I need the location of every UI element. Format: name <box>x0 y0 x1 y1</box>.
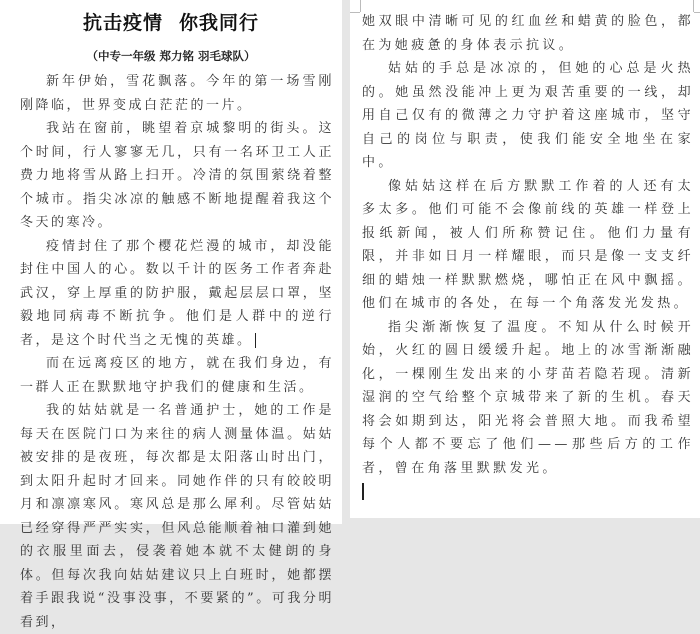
paragraph: 而在远离疫区的地方，就在我们身边，有一群人正在默默地守护我们的健康和生活。 <box>20 356 334 395</box>
margin-corner-mark <box>350 12 360 13</box>
paragraph: 新年伊始，雪花飘落。今年的第一场雪刚刚降临，世界变成白茫茫的一片。 <box>20 74 334 113</box>
text-cursor <box>362 483 364 500</box>
author-line: （中专一年级 郑力铭 羽毛球队） <box>86 49 256 63</box>
text-cursor <box>255 333 257 348</box>
paragraph: 姑姑的手总是冰凉的，但她的心总是火热的。她虽然没能冲上更为艰苦重要的一线，却用自己仅有的微薄之力守护着这座城市，坚守自己的岗位与职责，使我们能安全地坐在家中。 <box>362 61 694 170</box>
margin-corner-mark <box>360 0 361 12</box>
title-part-2: 你我同行 <box>179 12 260 34</box>
body-text-left[interactable] <box>20 70 334 634</box>
document-page-1[interactable] <box>0 0 342 630</box>
paragraph-text: 疫情封住了那个樱花烂漫的城市，却没能封住中国人的心。数以千计的医务工作者奔赴武汉，穿上厚重的防护服，戴起层层口罩，坚毅地同病毒不断抗争。他们是人群中的逆行者，是这个时代当之无愧的英雄。 <box>20 238 334 348</box>
document-title <box>0 8 342 35</box>
paragraph-continuation: 她双眼中清晰可见的红血丝和蜡黄的脸色，都在为她疲惫的身体表示抗议。 <box>362 14 694 53</box>
paragraph: 我站在窗前，眺望着京城黎明的街头。这个时间，行人寥寥无几，只有一名环卫工人正费力地将雪从路上扫开。冷清的氛围萦绕着整个城市。指尖冰凉的触感不断地提醒着我这个冬天的寒冷。 <box>20 121 334 230</box>
title-part-1: 抗击疫情 <box>82 12 163 34</box>
paragraph: 像姑姑这样在后方默默工作着的人还有太多太多。他们可能不会像前线的英雄一样登上报纸新闻，被人们所称赞记住。他们力量有限，并非如日月一样耀眼，而只是像一支支纤细的蜡烛一样默默燃烧，哪怕正在风中飘摇。他们在城市的各处，在每一个角落发光发热。 <box>362 178 694 311</box>
paragraph <box>20 235 334 353</box>
margin-corner-mark <box>694 12 700 13</box>
body-text-right[interactable] <box>362 10 694 504</box>
paragraph: 指尖渐渐恢复了温度。不知从什么时候开始，火红的圆日缓缓升起。地上的冰雪渐渐融化，一棵刚生发出来的小芽苗若隐若现。清新湿润的空气给整个京城带来了新的生机。春天将会如期到达，阳光将会普照大地。而我希望每个人都不要忘了他们——那些后方的工作者，曾在角落里默默发光。 <box>362 319 694 476</box>
document-page-2[interactable] <box>350 0 700 518</box>
paragraph: 我的姑姑就是一名普通护士，她的工作是每天在医院门口为来往的病人测量体温。姑姑被安排的是夜班，每次都是太阳落山时出门，到太阳升起时才回来。同她作伴的只有皎皎明月和凛凛寒风。寒风总是那么犀利。尽管姑姑已经穿得严严实实，但风总能顺着袖口灌到她的衣服里面去，侵袭着她本就不太健朗的身体。但每次我向姑姑建议只上白班时，她都摆着手跟我说“没事没事，不要紧的”。可我分明看到， <box>20 403 334 630</box>
empty-paragraph <box>362 480 694 504</box>
